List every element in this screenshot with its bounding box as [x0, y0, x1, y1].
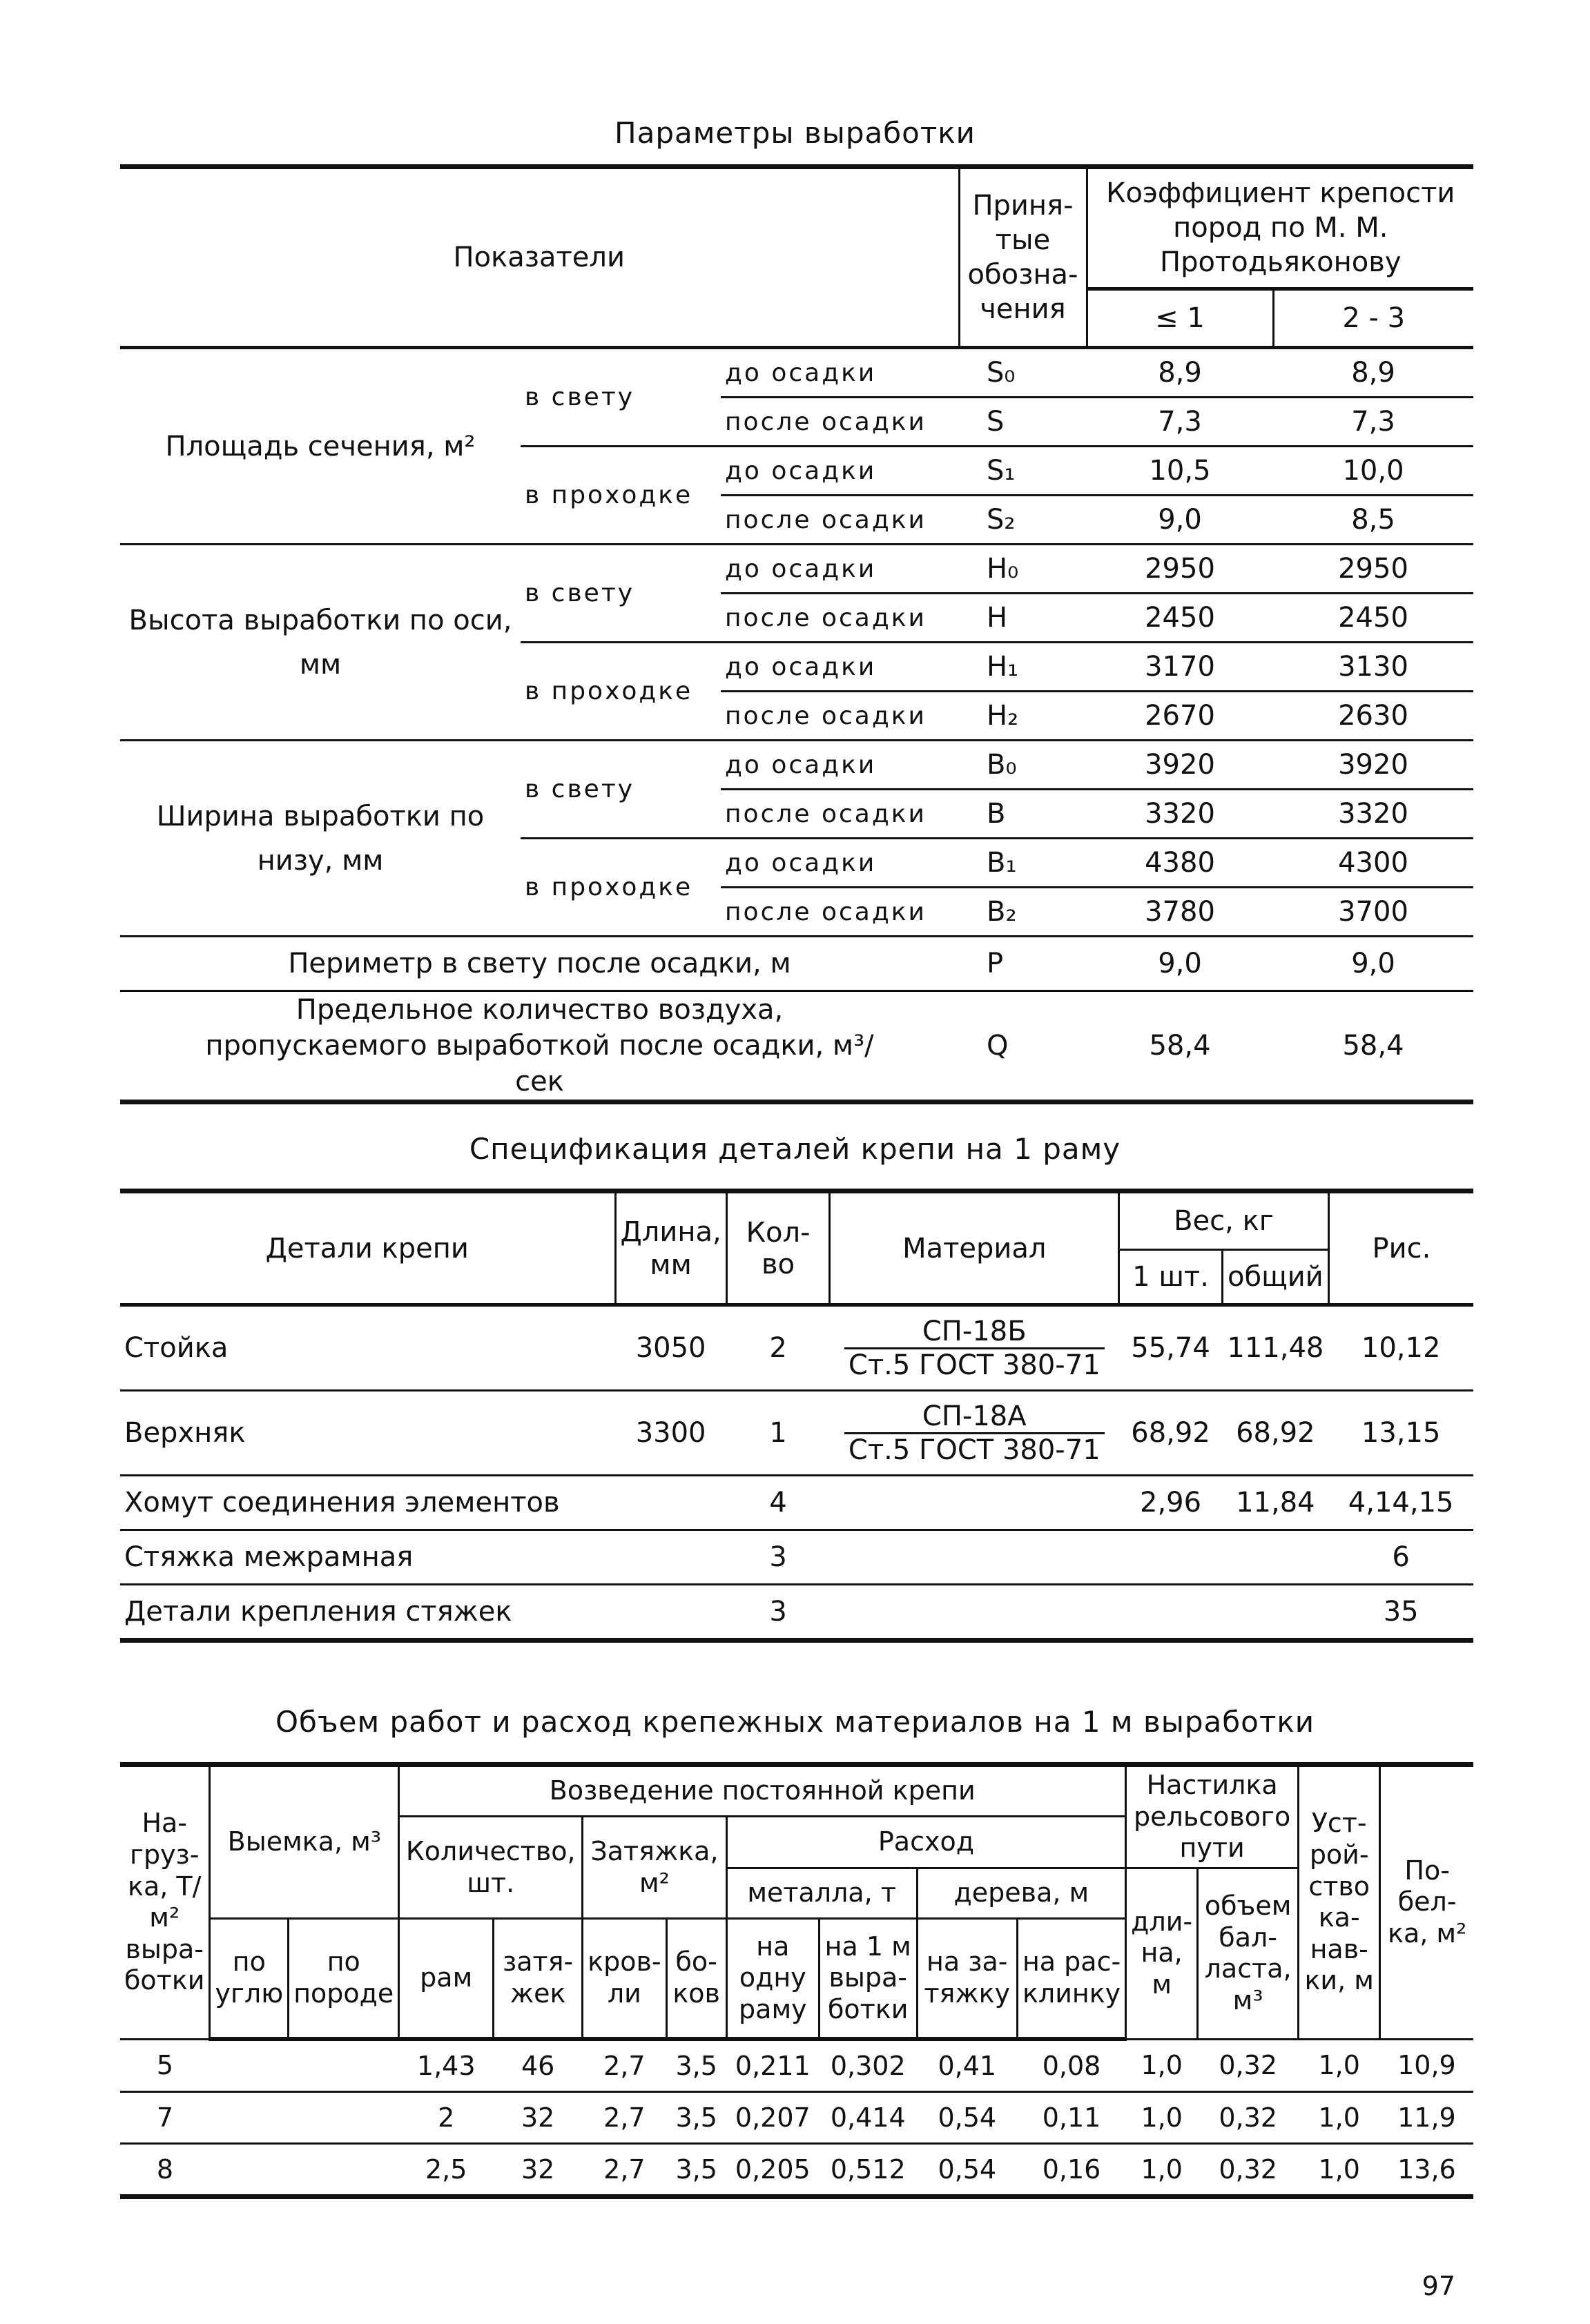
value-cell: 10,5	[1087, 447, 1273, 496]
header-count: Количество, шт.	[399, 1817, 583, 1919]
header-symbols: Приня-тые обозна-чения	[959, 167, 1087, 348]
page-number: 97	[1422, 2271, 1455, 2301]
cond-before: до осадки	[721, 839, 959, 888]
part-weight-unit: 68,92	[1119, 1391, 1223, 1476]
row-roof: 2,7	[583, 2092, 666, 2144]
part-figure: 10,12	[1328, 1305, 1473, 1391]
row-rock	[289, 2144, 399, 2197]
row-frames: 2	[399, 2092, 494, 2144]
value-cell: 10,0	[1273, 447, 1473, 496]
row-metal-meter: 0,414	[819, 2092, 917, 2144]
row-load: 7	[120, 2092, 210, 2144]
row-whitewash: 11,9	[1380, 2092, 1473, 2144]
header-weight: Вес, кг	[1119, 1191, 1329, 1250]
header-usage: Расход	[726, 1817, 1125, 1868]
part-name: Стойка	[120, 1305, 615, 1391]
value-cell: 3780	[1087, 888, 1273, 937]
row-wood-wedge: 0,08	[1017, 2039, 1125, 2092]
row-coal	[210, 2144, 289, 2197]
row-ditch: 1,0	[1299, 2039, 1380, 2092]
value-cell: 7,3	[1087, 398, 1273, 447]
header-exc-coal: по углю	[210, 1919, 289, 2040]
header-exc-rock: по породе	[289, 1919, 399, 2040]
cond-after: после осадки	[721, 594, 959, 643]
part-qty: 2	[726, 1305, 830, 1391]
table-support-parts	[120, 1189, 1473, 1643]
header-weight-unit: 1 шт.	[1119, 1250, 1223, 1305]
part-weight-total	[1222, 1585, 1328, 1641]
header-part: Детали крепи	[120, 1191, 615, 1305]
row-metal-meter: 0,512	[830, 2154, 906, 2185]
part-length	[615, 1476, 726, 1530]
row-lag: 32	[521, 2154, 555, 2185]
row-wood-lag: 0,54	[917, 2092, 1017, 2144]
symbol-cell: S₁	[959, 447, 1087, 496]
symbol-cell: S	[959, 398, 1087, 447]
row-metal-frame: 0,205	[735, 2154, 811, 2185]
part-figure: 35	[1383, 1596, 1419, 1628]
header-metal-meter: на 1 м выра-ботки	[819, 1919, 917, 2040]
row-wood-lag: 0,41	[917, 2039, 1017, 2092]
row-wood-wedge: 0,11	[1017, 2092, 1125, 2144]
header-lagging: Затяжка, м²	[583, 1817, 727, 1919]
header-coef-2: 2 - 3	[1273, 289, 1473, 347]
row-track: 1,0	[1126, 2092, 1198, 2144]
table1-title: Параметры выработки	[614, 116, 976, 150]
header-qty: Кол-во	[726, 1191, 830, 1305]
cond-before: до осадки	[721, 545, 959, 594]
sub-pass: в проходке	[521, 643, 721, 741]
row-load: 8	[156, 2154, 174, 2185]
cond-before: до осадки	[721, 348, 959, 398]
value-cell: 58,4	[1342, 1030, 1404, 1062]
row-sides: 3,5	[666, 2092, 726, 2144]
symbol-cell: B₂	[959, 888, 1087, 937]
header-permanent-support: Возведение постоянной крепи	[399, 1765, 1126, 1817]
header-sides: бо-ков	[666, 1919, 726, 2040]
row-rock	[289, 2039, 399, 2092]
row-metal-frame: 0,207	[726, 2092, 819, 2144]
sub-pass: в проходке	[521, 839, 721, 937]
value-cell: 2950	[1087, 545, 1273, 594]
row-load: 5	[120, 2039, 210, 2092]
value-cell: 58,4	[1149, 1030, 1211, 1062]
cond-after: после осадки	[721, 790, 959, 839]
part-weight-unit	[1119, 1530, 1223, 1585]
part-weight-total	[1222, 1530, 1328, 1585]
row-track: 1,0	[1126, 2039, 1198, 2092]
cond-after: после осадки	[721, 692, 959, 741]
cond-after: после осадки	[721, 888, 959, 937]
sub-light: в свету	[525, 383, 635, 411]
symbol-cell: P	[959, 937, 1087, 991]
value-cell: 3170	[1087, 643, 1273, 692]
part-material: $\frac{СП-18Б}{\text{Ст.5 ГОСТ 380-71}}$	[830, 1305, 1119, 1391]
cond-after: после осадки	[721, 496, 959, 545]
part-weight-total: 11,84	[1222, 1476, 1328, 1530]
row-lag: 32	[494, 2092, 583, 2144]
header-ditch: Уст-рой-ство ка-нав-ки, м	[1299, 1765, 1380, 2040]
row-rock	[289, 2092, 399, 2144]
part-weight-unit	[1119, 1585, 1223, 1641]
header-wood: дерева, м	[917, 1868, 1126, 1919]
sub-light: в свету	[525, 579, 635, 607]
symbol-cell: H	[959, 594, 1087, 643]
group-width-label: Ширина выработки по низу, мм	[120, 741, 521, 937]
header-track: Настилка рельсового пути	[1126, 1765, 1299, 1868]
sub-pass: в проходке	[521, 447, 721, 545]
header-weight-total: общий	[1222, 1250, 1328, 1305]
value-cell: 2670	[1087, 692, 1273, 741]
part-length	[615, 1585, 726, 1641]
value-cell: 2950	[1273, 545, 1473, 594]
row-wood-wedge: 0,16	[1042, 2154, 1101, 2185]
part-length: 3050	[615, 1305, 726, 1391]
cond-before: до осадки	[721, 447, 959, 496]
row-sides: 3,5	[666, 2039, 726, 2092]
value-cell: 3130	[1273, 643, 1473, 692]
part-figure: 13,15	[1328, 1391, 1473, 1476]
part-qty: 1	[726, 1391, 830, 1476]
header-ballast: объем бал-ласта, м³	[1198, 1868, 1299, 2040]
part-weight-unit: 2,96	[1119, 1476, 1223, 1530]
part-name: Стяжка межрамная	[120, 1530, 615, 1585]
row-whitewash: 10,9	[1380, 2039, 1473, 2092]
header-roof: кров-ли	[583, 1919, 666, 2040]
header-indicators: Показатели	[120, 167, 959, 348]
symbol-cell: S₂	[959, 496, 1087, 545]
header-excavation: Выемка, м³	[210, 1765, 399, 1919]
group-area-label: Площадь сечения, м²	[120, 348, 521, 545]
part-qty: 3	[769, 1596, 787, 1628]
value-cell: 9,0	[1087, 496, 1273, 545]
part-weight-unit: 55,74	[1119, 1305, 1223, 1391]
symbol-cell: S₀	[959, 348, 1087, 398]
value-cell: 4300	[1273, 839, 1473, 888]
symbol-cell: H₂	[959, 692, 1087, 741]
symbol-cell: Q	[987, 1030, 1009, 1062]
row-metal-meter: 0,302	[819, 2039, 917, 2092]
value-cell: 4380	[1087, 839, 1273, 888]
part-name: Верхняк	[120, 1391, 615, 1476]
symbol-cell: H₀	[959, 545, 1087, 594]
value-cell: 9,0	[1087, 937, 1273, 991]
value-cell: 3700	[1273, 888, 1473, 937]
header-wood-lag: на за-тяжку	[917, 1919, 1017, 2040]
header-frames: рам	[399, 1919, 494, 2040]
symbol-cell: H₁	[959, 643, 1087, 692]
row-roof: 2,7	[603, 2154, 646, 2185]
row-roof: 2,7	[583, 2039, 666, 2092]
value-cell: 3320	[1087, 790, 1273, 839]
cond-after: после осадки	[721, 398, 959, 447]
value-cell: 9,0	[1273, 937, 1473, 991]
cond-before: до осадки	[721, 741, 959, 790]
header-length: Длина, мм	[615, 1191, 726, 1305]
header-wood-wedge: на рас-клинку	[1017, 1919, 1125, 2040]
value-cell: 7,3	[1273, 398, 1473, 447]
row-frames: 2,5	[425, 2154, 467, 2185]
part-material	[830, 1530, 1119, 1585]
part-qty: 4	[726, 1476, 830, 1530]
row-ditch: 1,0	[1299, 2092, 1380, 2144]
row-coal	[210, 2092, 289, 2144]
header-track-length: дли-на, м	[1126, 1868, 1198, 2040]
header-coefficient: Коэффициент крепости пород по М. М. Протодьяконову	[1087, 167, 1473, 289]
row-ditch: 1,0	[1318, 2154, 1360, 2185]
row-whitewash: 13,6	[1397, 2154, 1456, 2185]
value-cell: 8,5	[1273, 496, 1473, 545]
airflow-label: Предельное количество воздуха, пропускаемого выработкой после осадки, м³/сек	[205, 994, 874, 1097]
header-metal: металла, т	[726, 1868, 917, 1919]
part-length	[615, 1530, 726, 1585]
value-cell: 8,9	[1087, 348, 1273, 398]
part-weight-total: 68,92	[1222, 1391, 1328, 1476]
part-material: $\frac{СП-18А}{\text{Ст.5 ГОСТ 380-71}}$	[830, 1391, 1119, 1476]
value-cell: 3320	[1273, 790, 1473, 839]
part-qty: 3	[726, 1530, 830, 1585]
row-lag: 46	[494, 2039, 583, 2092]
value-cell: 8,9	[1273, 348, 1473, 398]
cond-before: до осадки	[721, 643, 959, 692]
part-material	[830, 1585, 1119, 1641]
header-coef-1: ≤ 1	[1087, 289, 1273, 347]
row-ballast: 0,32	[1219, 2154, 1277, 2185]
header-material: Материал	[830, 1191, 1119, 1305]
value-cell: 2450	[1273, 594, 1473, 643]
perimeter-label: Периметр в свету после осадки, м	[120, 937, 959, 991]
table-excavation-parameters	[120, 164, 1473, 1104]
part-figure: 6	[1328, 1530, 1473, 1585]
symbol-cell: B₁	[959, 839, 1087, 888]
part-name: Хомут соединения элементов	[120, 1476, 615, 1530]
row-sides: 3,5	[675, 2154, 717, 2185]
row-ballast: 0,32	[1198, 2039, 1299, 2092]
part-weight-total: 111,48	[1222, 1305, 1328, 1391]
row-track: 1,0	[1141, 2154, 1183, 2185]
symbol-cell: B	[959, 790, 1087, 839]
value-cell: 3920	[1273, 741, 1473, 790]
table3-title: Объем работ и расход крепежных материалов на 1 м выработки	[275, 1705, 1315, 1739]
symbol-cell: B₀	[959, 741, 1087, 790]
table2-title: Спецификация деталей крепи на 1 раму	[469, 1132, 1121, 1166]
value-cell: 2630	[1273, 692, 1473, 741]
part-length: 3300	[615, 1391, 726, 1476]
header-metal-frame: на одну раму	[726, 1919, 819, 2040]
value-cell: 2450	[1087, 594, 1273, 643]
group-height-label: Высота выработки по оси, мм	[120, 545, 521, 741]
row-metal-frame: 0,211	[726, 2039, 819, 2092]
row-coal	[210, 2039, 289, 2092]
header-whitewash: По-бел-ка, м²	[1380, 1765, 1473, 2040]
header-lag-count: затя-жек	[494, 1919, 583, 2040]
row-ballast: 0,32	[1198, 2092, 1299, 2144]
part-figure: 4,14,15	[1328, 1476, 1473, 1530]
sub-light: в свету	[525, 775, 635, 803]
header-figure: Рис.	[1328, 1191, 1473, 1305]
header-load: На-груз-ка, Т/м² выра-ботки	[120, 1765, 210, 2040]
value-cell: 3920	[1087, 741, 1273, 790]
table-work-volume	[120, 1762, 1473, 2199]
row-wood-lag: 0,54	[938, 2154, 997, 2185]
part-material	[830, 1476, 1119, 1530]
part-name: Детали крепления стяжек	[124, 1596, 512, 1628]
row-frames: 1,43	[399, 2039, 494, 2092]
